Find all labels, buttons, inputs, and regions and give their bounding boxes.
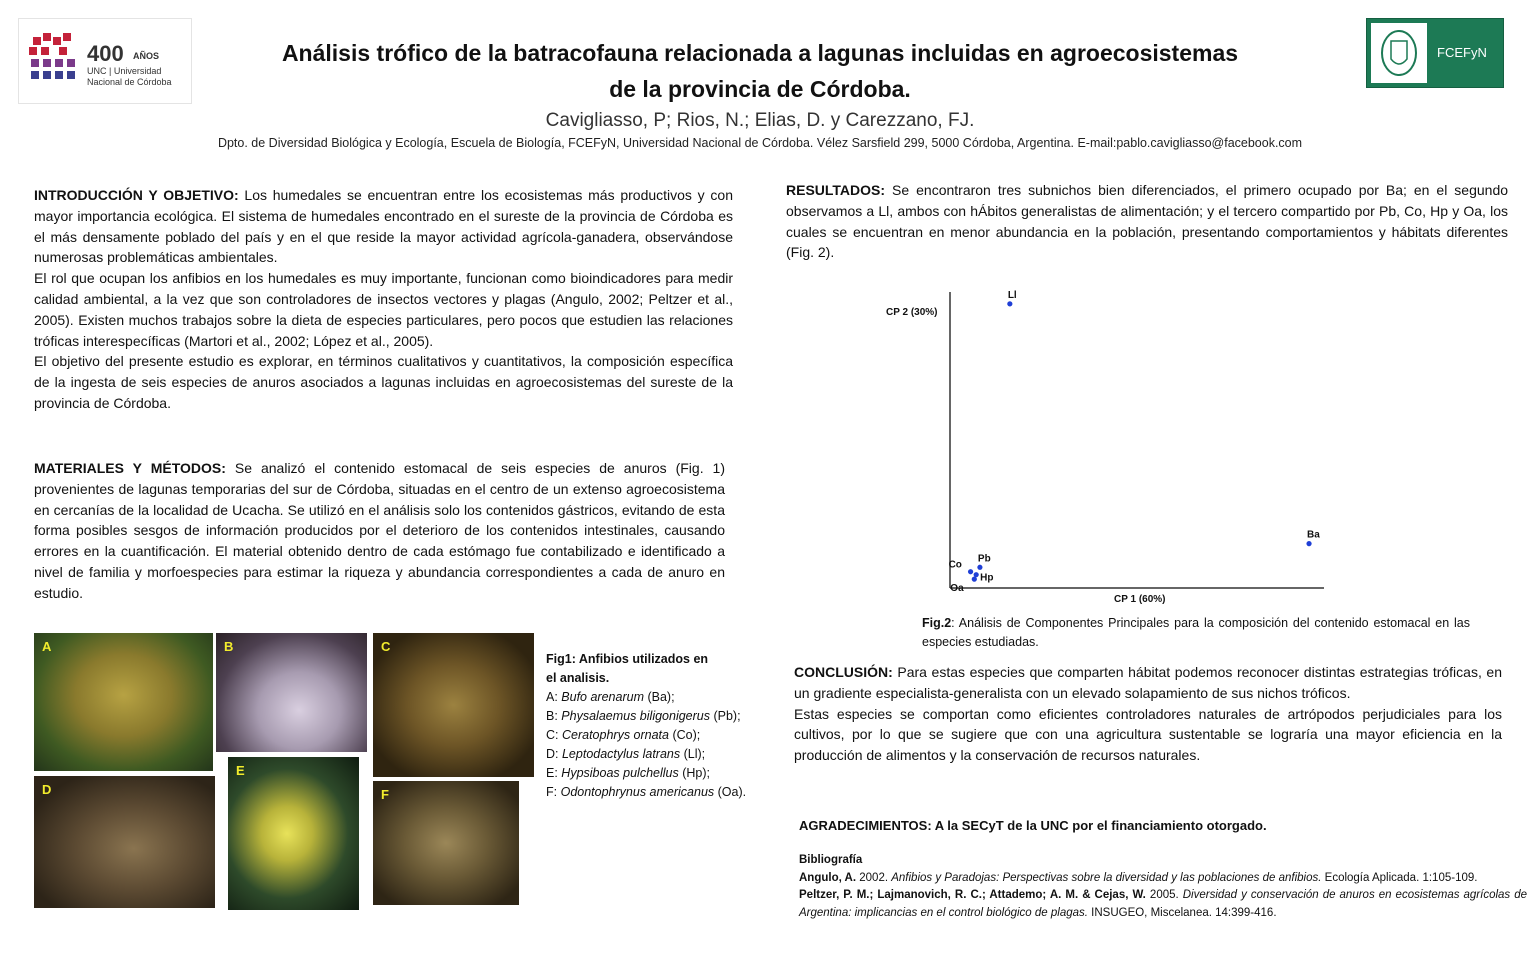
photo-odontophrynus: [373, 781, 519, 905]
points-layer: [949, 290, 1321, 594]
conclusion-section: [794, 662, 1502, 766]
acknowledgements: AGRADECIMIENTOS: A la SECyT de la UNC por el financiamiento otorgado.: [799, 818, 1267, 833]
fig1-item-species: Leptodactylus latrans: [561, 747, 681, 761]
fig2-label: Fig.2: [922, 616, 952, 630]
fig1-item: [546, 783, 786, 802]
authors: Cavigliasso, P; Rios, N.; Elias, D. y Carezzano, FJ.: [545, 110, 975, 131]
fig1-item-abbr: (Ll);: [680, 747, 706, 761]
fig1-item: [546, 764, 786, 783]
point-co: [968, 569, 973, 574]
pca-chart-svg: [870, 280, 1340, 610]
fig1-item-species: Hypsiboas pulchellus: [561, 766, 679, 780]
photo-ceratophrys: [373, 633, 534, 777]
fig1-caption: [546, 650, 786, 802]
photo-label-a: A: [42, 639, 52, 654]
conclusion-paragraph-1: Para estas especies que comparten hábitat podemos reconocer distintas estrategias tróficas, en un gradiente especialista-generalista con un elevado solapamiento de sus nichos tróficos.: [794, 664, 1502, 701]
ref2-source: INSUGEO, Miscelanea. 14:399-416.: [1087, 906, 1277, 919]
intro-paragraph-3: El objetivo del presente estudio es explorar, en términos cualitativos y cuantitativos, la composición específica de la ingesta de seis especies de anuros asociados a lagunas incluidas en agroecosistemas del sureste de la provincia de Córdoba.: [34, 353, 733, 411]
fig1-item: [546, 688, 786, 707]
logo-anos-text: AÑOS: [133, 51, 160, 61]
photo-label-b: B: [224, 639, 234, 654]
fig1-heading-2: el analisis.: [546, 671, 610, 685]
bibliography: [799, 852, 1527, 922]
point-label-hp: Hp: [980, 572, 994, 584]
fig1-item-prefix: F:: [546, 785, 561, 799]
point-oa: [972, 577, 977, 582]
photo-label-f: F: [381, 787, 389, 802]
affiliation: Dpto. de Diversidad Biológica y Ecología, Escuela de Biología, FCEFyN, Universidad Nacional de Córdoba. Vélez Sarsfield 299, 5000 Córdoba, Argentina. E-mail:pablo.cavigliasso@facebook.com: [217, 136, 1303, 150]
methods-heading: MATERIALES Y MÉTODOS:: [34, 460, 226, 476]
fig1-item-abbr: (Hp);: [678, 766, 710, 780]
y-axis-label: CP 2 (30%): [886, 307, 938, 318]
poster-title-line2: de la provincia de Córdoba.: [609, 76, 911, 102]
unc-logo-mark: [19, 19, 191, 103]
pca-chart: [870, 280, 1340, 610]
fig1-item-prefix: C:: [546, 728, 562, 742]
point-label-oa: Oa: [950, 583, 964, 595]
x-axis-label: CP 1 (60%): [1114, 594, 1166, 605]
ref1-year: 2002.: [856, 871, 892, 884]
fig1-item-species: Ceratophrys ornata: [561, 728, 669, 742]
fig2-caption: [922, 614, 1470, 652]
point-label-pb: Pb: [977, 553, 991, 565]
results-section: [786, 180, 1508, 263]
fcefyn-logo: [1366, 18, 1504, 88]
point-label-ba: Ba: [1307, 529, 1320, 541]
results-text: Se encontraron tres subnichos bien diferenciados, el primero ocupado por Ba; en el segundo observamos a Ll, ambos con hÁbitos generalistas de alimentación; y el tercero compartido por Pb, Co, Hp y Oa, los cuales se encuentran en menor abundancia en la población, presentando comportamientos y hábitats diferentes (Fig. 2).: [786, 182, 1509, 261]
methods-text: Se analizó el contenido estomacal de seis especies de anuros (Fig. 1) provenientes de lagunas temporarias del sur de Córdoba, situadas en el centro de un extenso agroecosistema en cercanías de la localidad de Ucacha. Se utilizó en el análisis solo los contenidos gástricos, evitando de esta forma posibles sesgos de información producidos por el deterioro de los contenidos intestinales, causando errores en la cuantificación. El material obtenido dentro de cada estómago fue contabilizado e identificado a nivel de familia y morfoespecies para estimar la riqueza y abundancia correspondientes a cada de anuro en estudio.: [34, 460, 725, 601]
bibliography-heading: Bibliografía: [799, 854, 863, 866]
conclusion-paragraph-2: Estas especies se comportan como eficientes controladores naturales de artrópodos perjudiciales para los cultivos, por lo que se sugiere que con una agricultura sustentable se lograría una mayor eficiencia en la producción de alimentos y la conservación de recursos naturales.: [794, 705, 1502, 764]
reference-2: [799, 887, 1527, 922]
ref2-year: 2005.: [1145, 889, 1183, 901]
ref1-authors: Angulo, A.: [799, 871, 857, 884]
fig1-item: [546, 726, 786, 745]
fig1-item-abbr: (Oa).: [714, 785, 747, 799]
photo-leptodactylus: [34, 776, 215, 908]
fig1-item-prefix: E:: [546, 766, 562, 780]
point-ba: [1306, 541, 1311, 546]
methods-section: [34, 458, 725, 604]
fig1-item-abbr: (Pb);: [710, 709, 741, 723]
unc-400-logo: [18, 18, 192, 104]
ref2-title: Diversidad y conservación de anuros en ecosistemas agrícolas de Argentina: implicancias en el control biológico de plagas.: [799, 889, 1527, 919]
fig1-item-abbr: (Ba);: [643, 690, 675, 704]
fig1-item-prefix: B:: [546, 709, 562, 723]
ref2-authors: Peltzer, P. M.; Lajmanovich, R. C.; Attademo; A. M. & Cejas, W.: [799, 889, 1146, 901]
point-label-ll: Ll: [1007, 289, 1017, 301]
ref1-title: Anfibios y Paradojas: Perspectivas sobre la diversidad y las poblaciones de anfibios.: [891, 871, 1322, 884]
intro-paragraph-2: El rol que ocupan los anfibios en los humedales es muy importante, funcionan como bioindicadores para medir calidad ambiental, a la vez que son controladores de insectos vectores y plagas (Angulo, 2002; Peltzer et al., 2005). Existen muchos trabajos sobre la dieta de especies particulares, pero pocos que estudien las relaciones tróficas interespecíficas (Martori et al., 2002; López et al., 2005).: [34, 270, 733, 349]
conclusion-heading: CONCLUSIÓN:: [794, 664, 893, 680]
fig1-item-species: Bufo arenarum: [561, 690, 644, 704]
fig1-item-prefix: A:: [546, 690, 562, 704]
photo-label-c: C: [381, 639, 391, 654]
logo-400-text: 400: [87, 41, 124, 66]
fig1-item-abbr: (Co);: [669, 728, 701, 742]
photo-physalaemus: [216, 633, 367, 752]
fig1-item-prefix: D:: [546, 747, 562, 761]
poster-title-line1: Análisis trófico de la batracofauna relacionada a lagunas incluidas en agroecosistemas: [281, 40, 1239, 66]
fig1-item: [546, 707, 786, 726]
point-hp: [974, 572, 979, 577]
point-pb: [977, 565, 982, 570]
logo-unc-line1: UNC | Universidad: [87, 66, 162, 76]
photo-label-d: D: [42, 782, 52, 797]
fig1-heading-1: Fig1: Anfibios utilizados en: [546, 652, 709, 666]
point-ll: [1007, 301, 1012, 306]
fcefyn-logo-mark: [1367, 19, 1503, 87]
fig2-caption-text: : Análisis de Componentes Principales para la composición del contenido estomacal en las especies estudiadas.: [922, 616, 1470, 649]
photo-bufo-arenarum: [34, 633, 213, 771]
photo-hypsiboas: [228, 757, 359, 910]
fig1-item-species: Physalaemus biligonigerus: [561, 709, 710, 723]
fcefyn-text: FCEFyN: [1437, 45, 1487, 60]
results-heading: RESULTADOS:: [786, 182, 886, 198]
logo-unc-line2: Nacional de Córdoba: [87, 77, 172, 87]
intro-paragraph-1: Los humedales se encuentran entre los ecosistemas más productivos y con mayor importancia ecológica. El sistema de humedales encontrado en el sureste de la provincia de Córdoba es el más densamente poblado del país y en el que reside la mayor actividad agrícola-ganadera, observándose numerosas problemáticas ambientales.: [34, 187, 733, 266]
intro-section: INTRODUCCIÓN Y OBJETIVO: Los humedales se encuentran entre los ecosistemas más productivos y con mayor importancia ecológica. El sistema de humedales encontrado en el sureste de la provincia de Córdoba es el más densamente poblado del país y en el que reside la mayor actividad agrícola-ganadera, observándose numerosas problemáticas ambientales. El rol que ocupan los anfibios en los humedales es muy importante, funcionan como bioindicadores para medir calidad ambiental, a la vez que son controladores de insectos vectores y plagas (Angulo, 2002; Peltzer et al., 2005). Existen muchos trabajos sobre la dieta de especies particulares, pero pocos que estudien las relaciones tróficas interespecíficas (Martori et al., 2002; López et al., 2005). El objetivo del presente estudio es explorar, en términos cualitativos y cuantitativos, la composición específica de la ingesta de seis especies de anuros asociados a lagunas incluidas en agroecosistemas del sureste de la provincia de Córdoba.: [34, 185, 733, 414]
fig1-item-species: Odontophrynus americanus: [560, 785, 715, 799]
reference-1: [799, 870, 1527, 888]
intro-heading: INTRODUCCIÓN Y OBJETIVO: [34, 187, 234, 203]
ref1-source: Ecología Aplicada. 1:105-109.: [1321, 871, 1478, 884]
point-label-co: Co: [948, 559, 962, 571]
photo-label-e: E: [236, 763, 245, 778]
fig1-item: [546, 745, 786, 764]
